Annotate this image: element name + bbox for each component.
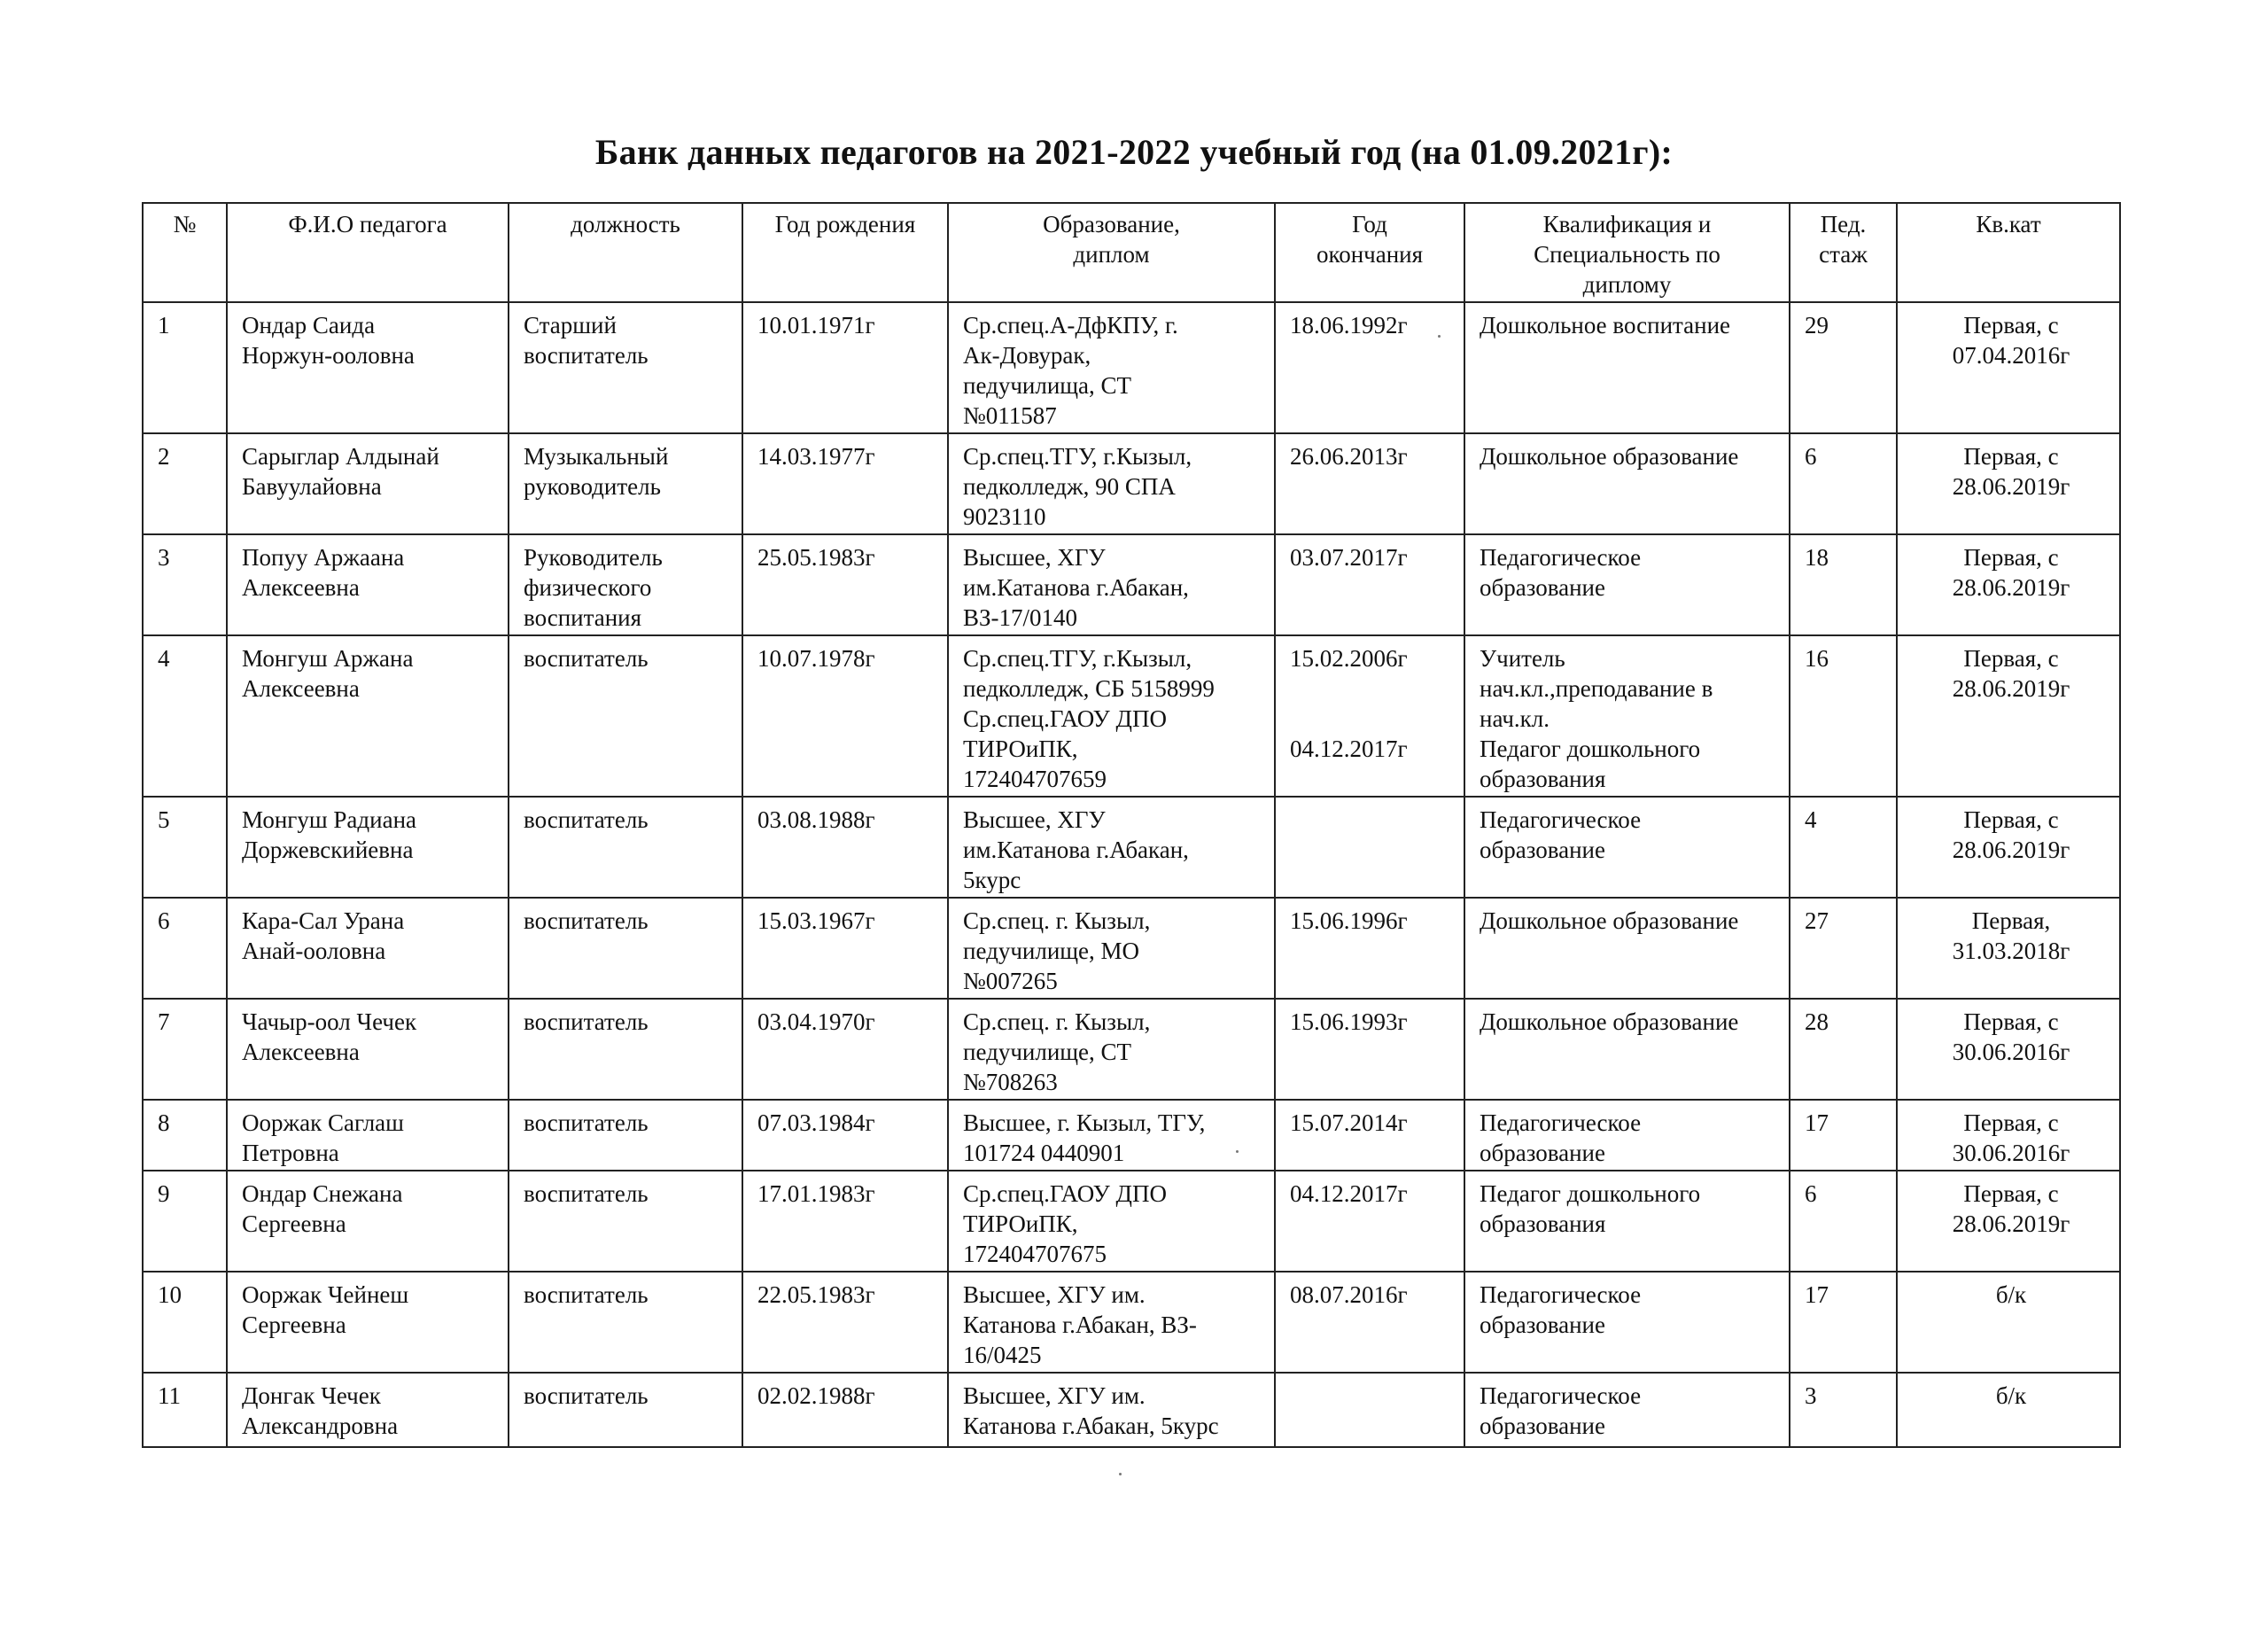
scan-speck [1236,1150,1239,1153]
cell-line: 15.06.1996г [1290,907,1408,934]
cell-grad [1275,1100,1464,1171]
cell-line: образование [1480,574,1605,601]
cell-qual [1464,898,1790,999]
cell-line: 30.06.2016г [1952,1140,2070,1166]
page-title: Банк данных педагогов на 2021-2022 учебный год (на 01.09.2021г): [594,132,1674,172]
table-row [143,999,2120,1100]
cell-stage [1790,1373,1897,1447]
table-row [143,302,2120,433]
cell-line: 16/0425 [963,1342,1042,1368]
cell-line: Ондар Саида [242,312,376,339]
cell-line: 28.06.2019г [1952,574,2070,601]
cell-line: 101724 0440901 [963,1140,1125,1166]
cell-cat [1897,635,2120,797]
cell-education [948,1171,1275,1272]
cell-line: 15.07.2014г [1290,1109,1408,1136]
table-row [143,1373,2120,1447]
table-row [143,797,2120,898]
cell-qual [1464,999,1790,1100]
cell-line: воспитатель [524,1382,649,1409]
cell-line: 15.02.2006г [1290,645,1408,672]
cell-line: 04.12.2017г [1290,735,1408,762]
cell-line: ТИРОиПК, [963,735,1078,762]
cell-line: 10.07.1978г [757,645,875,672]
cell-stage [1790,302,1897,433]
cell-line: Дошкольное воспитание [1480,312,1731,339]
cell-line: Алексеевна [242,574,360,601]
cell-birth [742,1373,948,1447]
cell-line: 18 [1805,544,1829,571]
cell-position [509,1171,742,1272]
cell-line: Первая, с [1963,443,2059,470]
cell-position [509,1373,742,1447]
cell-cat [1897,1373,2120,1447]
cell-grad [1275,534,1464,635]
cell-line: 5курс [963,867,1021,893]
cell-line: №708263 [963,1069,1058,1095]
cell-line: 07.04.2016г [1952,342,2070,369]
cell-line: 02.02.1988г [757,1382,875,1409]
cell-line: 28 [1805,1008,1829,1035]
cell-num: 1 [143,302,227,433]
cell-num: 5 [143,797,227,898]
cell-cat [1897,534,2120,635]
cell-cat [1897,1171,2120,1272]
cell-cat [1897,302,2120,433]
cell-cat [1897,797,2120,898]
cell-line: физического [524,574,652,601]
cell-line: Ооржак Чейнеш [242,1281,409,1308]
cell-position [509,999,742,1100]
cell-grad [1275,1272,1464,1373]
cell-line: воспитатель [524,342,649,369]
cell-education [948,999,1275,1100]
cell-name [227,635,509,797]
header-line: Специальность по [1534,241,1720,268]
header-line: Образование, [1043,211,1180,237]
cell-num: 2 [143,433,227,534]
cell-line: 27 [1805,907,1829,934]
cell-line: Первая, с [1963,544,2059,571]
cell-line: руководитель [524,473,661,500]
cell-line: 25.05.1983г [757,544,875,571]
cell-stage [1790,534,1897,635]
cell-line: педколледж, 90 СПА [963,473,1176,500]
cell-line: Педагог дошкольного [1480,1180,1701,1207]
cell-grad [1275,433,1464,534]
cell-line: Высшее, г. Кызыл, ТГУ, [963,1109,1206,1136]
cell-line: Первая, с [1963,645,2059,672]
cell-line: образование [1480,1311,1605,1338]
cell-position [509,302,742,433]
cell-line: образования [1480,1210,1606,1237]
cell-line: 28.06.2019г [1952,837,2070,863]
cell-num: 6 [143,898,227,999]
line-gap [1290,673,1455,704]
cell-line: 3 [1805,1382,1817,1409]
table-row [143,433,2120,534]
cell-line: Ак-Довурак, [963,342,1091,369]
cell-stage [1790,1272,1897,1373]
header-birth-year [742,203,948,302]
cell-line: 28.06.2019г [1952,675,2070,702]
cell-line: Бавуулайовна [242,473,382,500]
cell-qual [1464,635,1790,797]
cell-line: Ср.спец.ГАОУ ДПО [963,705,1167,732]
cell-num: 11 [143,1373,227,1447]
cell-line: Кара-Сал Урана [242,907,405,934]
header-line: Пед. [1820,211,1867,237]
cell-num: 4 [143,635,227,797]
cell-cat [1897,1100,2120,1171]
cell-line: воспитатель [524,1008,649,1035]
cell-birth [742,302,948,433]
cell-qual [1464,797,1790,898]
cell-line: б/к [1995,1382,2027,1409]
cell-line: Старший [524,312,617,339]
cell-line: 03.08.1988г [757,806,875,833]
cell-num: 8 [143,1100,227,1171]
cell-position [509,797,742,898]
cell-grad [1275,1171,1464,1272]
cell-line: воспитатель [524,1180,649,1207]
cell-line: 17.01.1983г [757,1180,875,1207]
cell-grad [1275,1373,1464,1447]
cell-name [227,302,509,433]
cell-line: Руководитель [524,544,663,571]
table-row [143,1100,2120,1171]
cell-name [227,433,509,534]
header-graduation-year [1275,203,1464,302]
cell-line: Донгак Чечек [242,1382,381,1409]
cell-line: Высшее, ХГУ [963,806,1106,833]
cell-line: Ондар Снежана [242,1180,403,1207]
cell-line: воспитатель [524,1281,649,1308]
cell-line: 17 [1805,1109,1829,1136]
cell-line: 30.06.2016г [1952,1039,2070,1065]
cell-line: Педагогическое [1480,544,1642,571]
cell-line: Высшее, ХГУ им. [963,1281,1146,1308]
cell-line: Ср.спец.ГАОУ ДПО [963,1180,1167,1207]
cell-line: Монгуш Аржана [242,645,414,672]
cell-birth [742,1272,948,1373]
cell-line: б/к [1995,1281,2027,1308]
cell-line: Ооржак Саглаш [242,1109,404,1136]
header-name [227,203,509,302]
cell-line: Алексеевна [242,1039,360,1065]
cell-line: Алексеевна [242,675,360,702]
cell-line: Высшее, ХГУ [963,544,1106,571]
cell-position [509,534,742,635]
cell-name [227,1373,509,1447]
cell-line: Педагог дошкольного [1480,735,1701,762]
cell-line: Педагогическое [1480,1109,1642,1136]
line-gap [1290,704,1455,734]
header-line: № [173,211,197,237]
cell-line: 15.06.1993г [1290,1008,1408,1035]
cell-num: 7 [143,999,227,1100]
cell-line: 03.04.1970г [757,1008,875,1035]
cell-education [948,635,1275,797]
cell-line: Первая, с [1963,806,2059,833]
cell-line: нач.кл.,преподавание в [1480,675,1713,702]
cell-line: воспитатель [524,806,649,833]
cell-line: №007265 [963,968,1058,994]
cell-position [509,635,742,797]
cell-line: 6 [1805,443,1817,470]
cell-line: Монгуш Радиана [242,806,417,833]
table-row [143,635,2120,797]
cell-line: ВЗ-17/0140 [963,604,1078,631]
cell-name [227,797,509,898]
header-line: должность [571,211,680,237]
cell-line: Александровна [242,1413,399,1439]
cell-line: 03.07.2017г [1290,544,1408,571]
cell-grad [1275,797,1464,898]
cell-line: 4 [1805,806,1817,833]
cell-stage [1790,797,1897,898]
cell-cat [1897,999,2120,1100]
cell-line: Сергеевна [242,1311,346,1338]
cell-stage [1790,635,1897,797]
cell-line: воспитания [524,604,642,631]
cell-qual [1464,433,1790,534]
cell-education [948,534,1275,635]
cell-line: Первая, с [1963,1008,2059,1035]
cell-qual [1464,534,1790,635]
header-line: Квалификация и [1542,211,1712,237]
cell-line: Педагогическое [1480,1382,1642,1409]
cell-grad [1275,999,1464,1100]
cell-education [948,1272,1275,1373]
header-line: Ф.И.О педагога [288,211,447,237]
cell-birth [742,1171,948,1272]
cell-line: 29 [1805,312,1829,339]
cell-name [227,1272,509,1373]
cell-line: 22.05.1983г [757,1281,875,1308]
cell-name [227,1100,509,1171]
cell-qual [1464,1100,1790,1171]
cell-name [227,999,509,1100]
cell-line: образование [1480,837,1605,863]
cell-line: Анай-ооловна [242,938,386,964]
cell-education [948,797,1275,898]
cell-line: им.Катанова г.Абакан, [963,574,1189,601]
cell-line: Петровна [242,1140,339,1166]
cell-position [509,898,742,999]
cell-line: Первая, [1971,907,2051,934]
cell-qual [1464,302,1790,433]
cell-line: Педагогическое [1480,806,1642,833]
cell-line: Катанова г.Абакан, 5курс [963,1413,1219,1439]
cell-line: 16 [1805,645,1829,672]
cell-line: 26.06.2013г [1290,443,1408,470]
cell-num: 10 [143,1272,227,1373]
cell-qual [1464,1272,1790,1373]
cell-qual [1464,1373,1790,1447]
cell-name [227,534,509,635]
cell-name [227,1171,509,1272]
cell-birth [742,1100,948,1171]
cell-education [948,898,1275,999]
cell-line: воспитатель [524,907,649,934]
cell-line: Музыкальный [524,443,669,470]
scan-speck [1119,1473,1122,1475]
cell-birth [742,635,948,797]
cell-line: воспитатель [524,1109,649,1136]
cell-education [948,433,1275,534]
cell-education [948,1373,1275,1447]
cell-position [509,1272,742,1373]
cell-line: Чачыр-оол Чечек [242,1008,417,1035]
table-header-row [143,203,2120,302]
cell-line: 18.06.1992г [1290,312,1408,339]
cell-line: педучилища, СТ [963,372,1132,399]
header-experience [1790,203,1897,302]
cell-line: Ср.спец.ТГУ, г.Кызыл, [963,645,1192,672]
cell-line: ТИРОиПК, [963,1210,1078,1237]
cell-num: 9 [143,1171,227,1272]
cell-line: 9023110 [963,503,1046,530]
header-line: стаж [1819,241,1868,268]
cell-line: Высшее, ХГУ им. [963,1382,1146,1409]
cell-line: воспитатель [524,645,649,672]
cell-position [509,1100,742,1171]
table-row [143,1272,2120,1373]
cell-line: нач.кл. [1480,705,1550,732]
cell-birth [742,898,948,999]
cell-line: Ср.спец. г. Кызыл, [963,1008,1151,1035]
cell-line: образование [1480,1140,1605,1166]
cell-stage [1790,1100,1897,1171]
header-line: Кв.кат [1976,211,2041,237]
cell-qual [1464,1171,1790,1272]
cell-birth [742,433,948,534]
cell-line: Первая, с [1963,312,2059,339]
cell-line: 172404707659 [963,766,1107,792]
cell-line: 6 [1805,1180,1817,1207]
cell-education [948,1100,1275,1171]
cell-line: Норжун-ооловна [242,342,415,369]
cell-line: Попуу Аржаана [242,544,405,571]
header-line: Год [1352,211,1387,237]
cell-line: Дошкольное образование [1480,1008,1739,1035]
cell-stage [1790,1171,1897,1272]
cell-cat [1897,1272,2120,1373]
cell-grad [1275,635,1464,797]
cell-birth [742,999,948,1100]
cell-line: 14.03.1977г [757,443,875,470]
cell-birth [742,534,948,635]
cell-grad [1275,898,1464,999]
cell-line: 10.01.1971г [757,312,875,339]
cell-line: Ср.спец. г. Кызыл, [963,907,1151,934]
cell-line: Доржевскийевна [242,837,414,863]
header-line: Год рождения [774,211,916,237]
cell-line: педучилище, МО [963,938,1140,964]
cell-grad [1275,302,1464,433]
header-line: диплому [1582,271,1672,298]
cell-line: 15.03.1967г [757,907,875,934]
cell-line: Первая, с [1963,1109,2059,1136]
header-education [948,203,1275,302]
header-num [143,203,227,302]
cell-line: Сергеевна [242,1210,346,1237]
table-row [143,1171,2120,1272]
cell-line: образования [1480,766,1606,792]
cell-line: Дошкольное образование [1480,443,1739,470]
cell-line: №011587 [963,402,1057,429]
header-position [509,203,742,302]
teachers-table [142,202,2121,1448]
cell-line: Ср.спец.ТГУ, г.Кызыл, [963,443,1192,470]
scan-speck [1438,335,1441,338]
cell-birth [742,797,948,898]
cell-line: Дошкольное образование [1480,907,1739,934]
header-qualification [1464,203,1790,302]
cell-line: 04.12.2017г [1290,1180,1408,1207]
cell-line: 172404707675 [963,1241,1107,1267]
cell-line: 28.06.2019г [1952,473,2070,500]
cell-line: 17 [1805,1281,1829,1308]
cell-stage [1790,999,1897,1100]
cell-line: образование [1480,1413,1605,1439]
cell-line: 28.06.2019г [1952,1210,2070,1237]
cell-stage [1790,898,1897,999]
cell-name [227,898,509,999]
cell-stage [1790,433,1897,534]
cell-line: Сарыглар Алдынай [242,443,439,470]
cell-line: педколледж, СБ 5158999 [963,675,1215,702]
cell-line: им.Катанова г.Абакан, [963,837,1189,863]
cell-line: педучилище, СТ [963,1039,1132,1065]
cell-cat [1897,433,2120,534]
cell-num: 3 [143,534,227,635]
table-row [143,534,2120,635]
header-category [1897,203,2120,302]
cell-line: Ср.спец.А-ДфКПУ, г. [963,312,1178,339]
header-line: диплом [1073,241,1150,268]
cell-line: Катанова г.Абакан, ВЗ- [963,1311,1197,1338]
cell-line: Педагогическое [1480,1281,1642,1308]
cell-line: 08.07.2016г [1290,1281,1408,1308]
cell-line: 31.03.2018г [1952,938,2070,964]
cell-education [948,302,1275,433]
table-row [143,898,2120,999]
cell-position [509,433,742,534]
cell-line: 07.03.1984г [757,1109,875,1136]
cell-line: Учитель [1480,645,1565,672]
cell-line: Первая, с [1963,1180,2059,1207]
header-line: окончания [1316,241,1424,268]
cell-cat [1897,898,2120,999]
